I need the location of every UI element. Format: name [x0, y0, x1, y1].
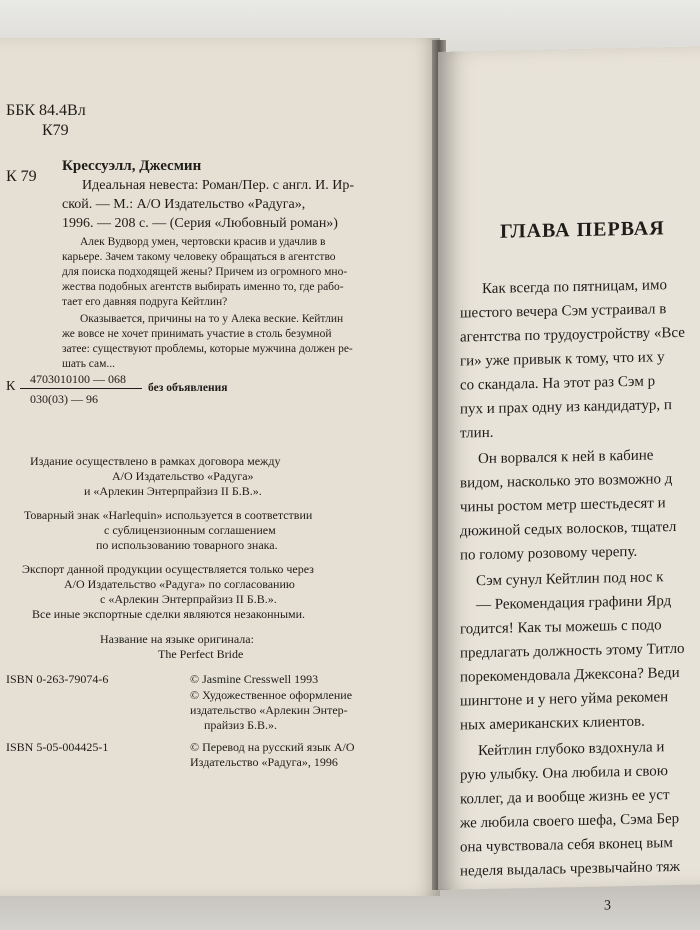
- text-line: Как всегда по пятницам, имо: [482, 277, 667, 298]
- text-line: она чувствовала себя вконец вым: [460, 835, 673, 856]
- trademark-line: с сублицензионным соглашением: [104, 523, 276, 537]
- left-page: [0, 38, 440, 896]
- annotation-line: жества подобных агентств выбирать именно то, где рабо-: [62, 281, 344, 293]
- code-fraction-line: [20, 388, 142, 389]
- biblio-line: Идеальная невеста: Роман/Пер. с англ. И. Ир-: [82, 178, 355, 193]
- trademark-line: Товарный знак «Harlequin» используется в соответствии: [24, 508, 313, 522]
- export-line: Все иные экспортные сделки являются незаконными.: [32, 607, 306, 621]
- text-line: шестого вечера Сэм устраивал в: [460, 301, 667, 322]
- copyright-design-line: © Художественное оформление: [190, 688, 353, 702]
- export-line: Экспорт данной продукции осуществляется только через: [22, 562, 314, 576]
- copyright-translation-line: Издательство «Радуга», 1996: [190, 755, 338, 769]
- text-line: порекомендовала Джексона? Веди: [460, 664, 680, 686]
- text-line: Кейтлин глубоко вздохнула и: [478, 739, 665, 760]
- annotation-line: Алек Вудворд умен, чертовски красив и удачлив в: [80, 236, 326, 248]
- isbn-russian: ISBN 5-05-004425-1: [6, 740, 109, 754]
- page-number: 3: [604, 898, 611, 914]
- code-note: без объявления: [148, 382, 228, 394]
- annotation-line: шать сам...: [62, 358, 116, 370]
- code-denominator: 030(03) — 96: [30, 392, 98, 406]
- export-line: с «Арлекин Энтерпрайзиз II Б.В.».: [100, 592, 277, 606]
- text-line: Он ворвался к ней в кабине: [478, 447, 654, 468]
- text-line: коллег, да и вообще жизнь ее уст: [460, 787, 670, 808]
- text-line: пух и прах одну из кандидатур, п: [460, 397, 672, 418]
- k79-side: К 79: [6, 168, 37, 185]
- code-numerator: 4703010100 — 068: [30, 372, 126, 386]
- annotation-line: для поиска подходящей жены? Причем из огромного мно-: [62, 266, 348, 278]
- text-line: ных американских клиентов.: [460, 713, 645, 734]
- text-line: дюжиной седых волосков, тщател: [460, 519, 677, 540]
- agreement-line: и «Арлекин Энтерпрайзиз II Б.В.».: [84, 484, 262, 498]
- text-line: же любила своего шефа, Сэма Бер: [460, 810, 680, 832]
- original-title: The Perfect Bride: [158, 647, 244, 661]
- text-line: агентства по трудоустройству «Все: [460, 324, 685, 346]
- text-line: шингтоне и у него уйма рекомен: [460, 689, 669, 710]
- copyright-author: © Jasmine Cresswell 1993: [190, 672, 319, 686]
- text-line: по голому розовому черепу.: [460, 543, 638, 564]
- annotation-line: тает его давняя подруга Кейтлин?: [62, 296, 228, 308]
- text-line: неделя выдалась чрезвычайно тяж: [460, 858, 680, 880]
- export-line: А/О Издательство «Радуга» по согласованию: [64, 577, 295, 591]
- annotation-line: же вовсе не хочет принимать участие в столь безумной: [62, 328, 332, 340]
- bbk-index: ББК 84.4Вл: [6, 102, 86, 119]
- text-line: ги» уже привык к тому, что их у: [460, 349, 665, 370]
- agreement-line: А/О Издательство «Радуга»: [112, 469, 254, 483]
- text-line: видом, насколько это возможно д: [460, 471, 673, 492]
- annotation-line: затее: существуют проблемы, которые мужчина должен ре-: [62, 343, 353, 355]
- text-line: со скандала. На этот раз Сэм р: [460, 373, 656, 394]
- text-line: предлагать должность этому Титло: [460, 640, 685, 662]
- text-line: — Рекомендация графини Ярд: [476, 593, 672, 614]
- agreement-line: Издание осуществлено в рамках договора между: [30, 454, 281, 468]
- code-letter: К: [6, 379, 16, 394]
- text-line: рую улыбку. Она любила и свою: [460, 763, 669, 784]
- chapter-title: ГЛАВА ПЕРВАЯ: [500, 217, 665, 243]
- biblio-line: 1996. — 208 с. — (Серия «Любовный роман»): [62, 216, 338, 231]
- text-line: годится! Как ты можешь с подо: [460, 617, 662, 638]
- copyright-translation-line: © Перевод на русский язык А/О: [190, 740, 355, 754]
- annotation-line: карьере. Зачем такому человеку обращаться в агентство: [62, 251, 336, 263]
- k79-top: К79: [42, 122, 69, 139]
- biblio-line: ской. — М.: А/О Издательство «Радуга»,: [62, 197, 306, 212]
- original-title-label: Название на языке оригинала:: [100, 632, 254, 646]
- isbn-english: ISBN 0-263-79074-6: [6, 672, 109, 686]
- annotation-line: Оказывается, причины на то у Алека веские. Кейтлин: [80, 313, 344, 325]
- text-line: Сэм сунул Кейтлин под нос к: [476, 569, 664, 590]
- copyright-design-line: прайзиз Б.В.».: [204, 718, 277, 732]
- text-line: тлин.: [460, 424, 494, 442]
- text-line: чины ростом метр шестьдесят и: [460, 495, 666, 516]
- right-page: [438, 47, 700, 914]
- trademark-line: по использованию товарного знака.: [96, 538, 278, 552]
- copyright-design-line: издательство «Арлекин Энтер-: [190, 703, 348, 717]
- author-name: Крессуэлл, Джесмин: [62, 158, 202, 174]
